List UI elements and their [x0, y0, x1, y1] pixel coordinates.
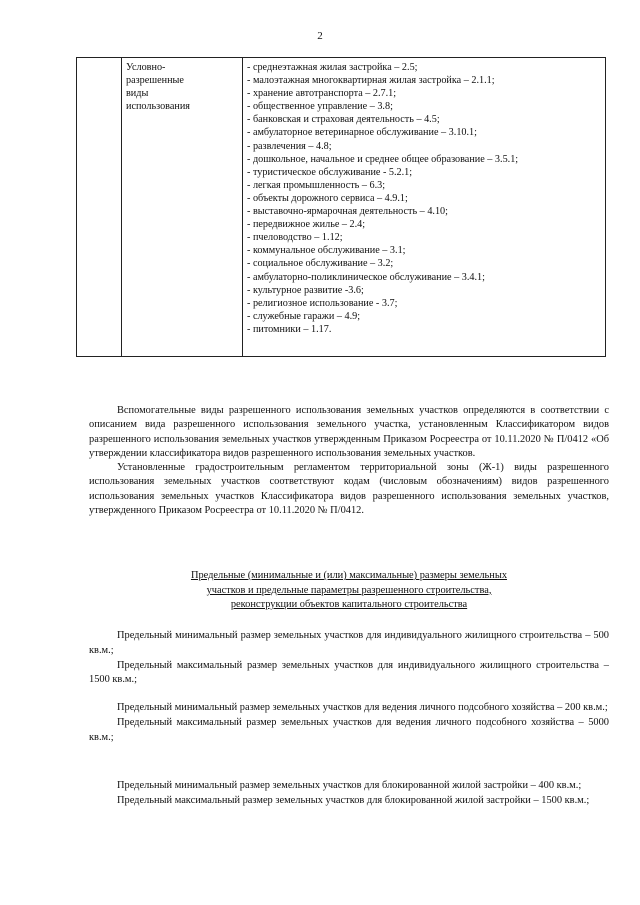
list-item: - хранение автотранспорта – 2.7.1;: [247, 88, 397, 100]
section-title-line: участков и предельные параметры разрешенного строительства,: [206, 584, 492, 596]
paragraph-zone-codes: Установленные градостроительным регламентом территориальной зоны (Ж-1) виды разрешенного использования земельных участков соответствуют кодам (числовым обозначениям) видов разрешенного использования земельных участков Классификатора видов разрешенного использования земельных участков, утвержденного Приказом Росреестра от 10.11.2020 № П/0412.: [89, 462, 609, 517]
section-title-line: Предельные (минимальные и (или) максимальные) размеры земельных: [190, 570, 508, 581]
list-item: - выставочно-ярмарочная деятельность – 4.10;: [247, 206, 448, 218]
limit-max-paragraph: Предельный максимальный размер земельных участков для ведения личного подсобного хозяйства – 5000 кв.м.;: [89, 716, 609, 743]
list-item: - туристическое обслуживание - 5.2.1;: [247, 166, 413, 178]
list-item: - социальное обслуживание – 3.2;: [247, 258, 394, 270]
list-item: - малоэтажная многоквартирная жилая застройка – 2.1.1;: [247, 75, 495, 87]
list-item: - среднеэтажная жилая застройка – 2.5;: [247, 62, 418, 73]
limit-min-paragraph: Предельный минимальный размер земельных участков для индивидуального жилищного строительства – 500 кв.м.;: [89, 630, 609, 656]
paragraph-auxiliary-uses: Вспомогательные виды разрешенного использования земельных участков определяются в соответствии с описанием вида разрешенного использования земельного участка, установленным Классификатором видов разрешенного использования земельных участков утвержденным Приказом Росреестра от 10.11.2020 № П/0412 «Об утверждении классификатора видов разрешенного использования земельных участков.: [89, 405, 609, 459]
list-item: - коммунальное обслуживание – 3.1;: [247, 245, 406, 257]
list-item: - служебные гаражи – 4.9;: [247, 310, 361, 322]
list-item: - легкая промышленность – 6.3;: [247, 179, 386, 191]
list-item: - развлечения – 4.8;: [247, 140, 332, 152]
list-item: - культурное развитие -3.6;: [247, 284, 364, 296]
limits-personal-farming: [89, 701, 609, 745]
limits-individual-housing: [89, 629, 609, 688]
limit-max-paragraph: Предельный максимальный размер земельных участков для индивидуального жилищного строительства – 1500 кв.м.;: [89, 659, 609, 686]
limit-min-paragraph: Предельный минимальный размер земельных участков для блокированной жилой застройки – 400 кв.м.;: [117, 780, 582, 791]
limits-blocked-housing: [89, 779, 609, 809]
page-number: 2: [317, 30, 323, 42]
list-item: - объекты дорожного сервиса – 4.9.1;: [247, 192, 408, 204]
list-item: - амбулаторно-поликлиническое обслуживание – 3.4.1;: [247, 271, 485, 283]
limit-max-paragraph: Предельный максимальный размер земельных участков для блокированной жилой застройки – 1500 кв.м.;: [117, 794, 590, 806]
auxiliary-uses-section: [89, 404, 609, 518]
table-cell-label: [122, 58, 243, 357]
list-item: - передвижное жилье – 2.4;: [247, 219, 366, 231]
label-line: Условно-: [126, 62, 166, 73]
conditional-uses-table: [76, 57, 606, 357]
label-line: разрешенные: [126, 75, 184, 87]
section-title: [89, 569, 609, 613]
limit-min-paragraph: Предельный минимальный размер земельных участков для ведения личного подсобного хозяйства – 200 кв.м.;: [117, 702, 608, 713]
list-item: - банковская и страховая деятельность – 4.5;: [247, 114, 440, 126]
label-line: использования: [126, 101, 190, 113]
label-line: виды: [126, 88, 149, 100]
list-item: - общественное управление – 3.8;: [247, 101, 393, 113]
table-row: [77, 58, 606, 357]
list-item: - религиозное использование - 3.7;: [247, 297, 398, 309]
list-item: - дошкольное, начальное и среднее общее образование – 3.5.1;: [247, 153, 519, 165]
table-cell-uses-list: [243, 58, 606, 357]
section-title-line: реконструкции объектов капитального строительства: [230, 599, 468, 611]
table-cell-empty: [77, 58, 122, 357]
list-item: - питомники – 1.17.: [247, 323, 332, 335]
list-item: - амбулаторное ветеринарное обслуживание – 3.10.1;: [247, 127, 477, 139]
list-item: - пчеловодство – 1.12;: [247, 232, 343, 244]
